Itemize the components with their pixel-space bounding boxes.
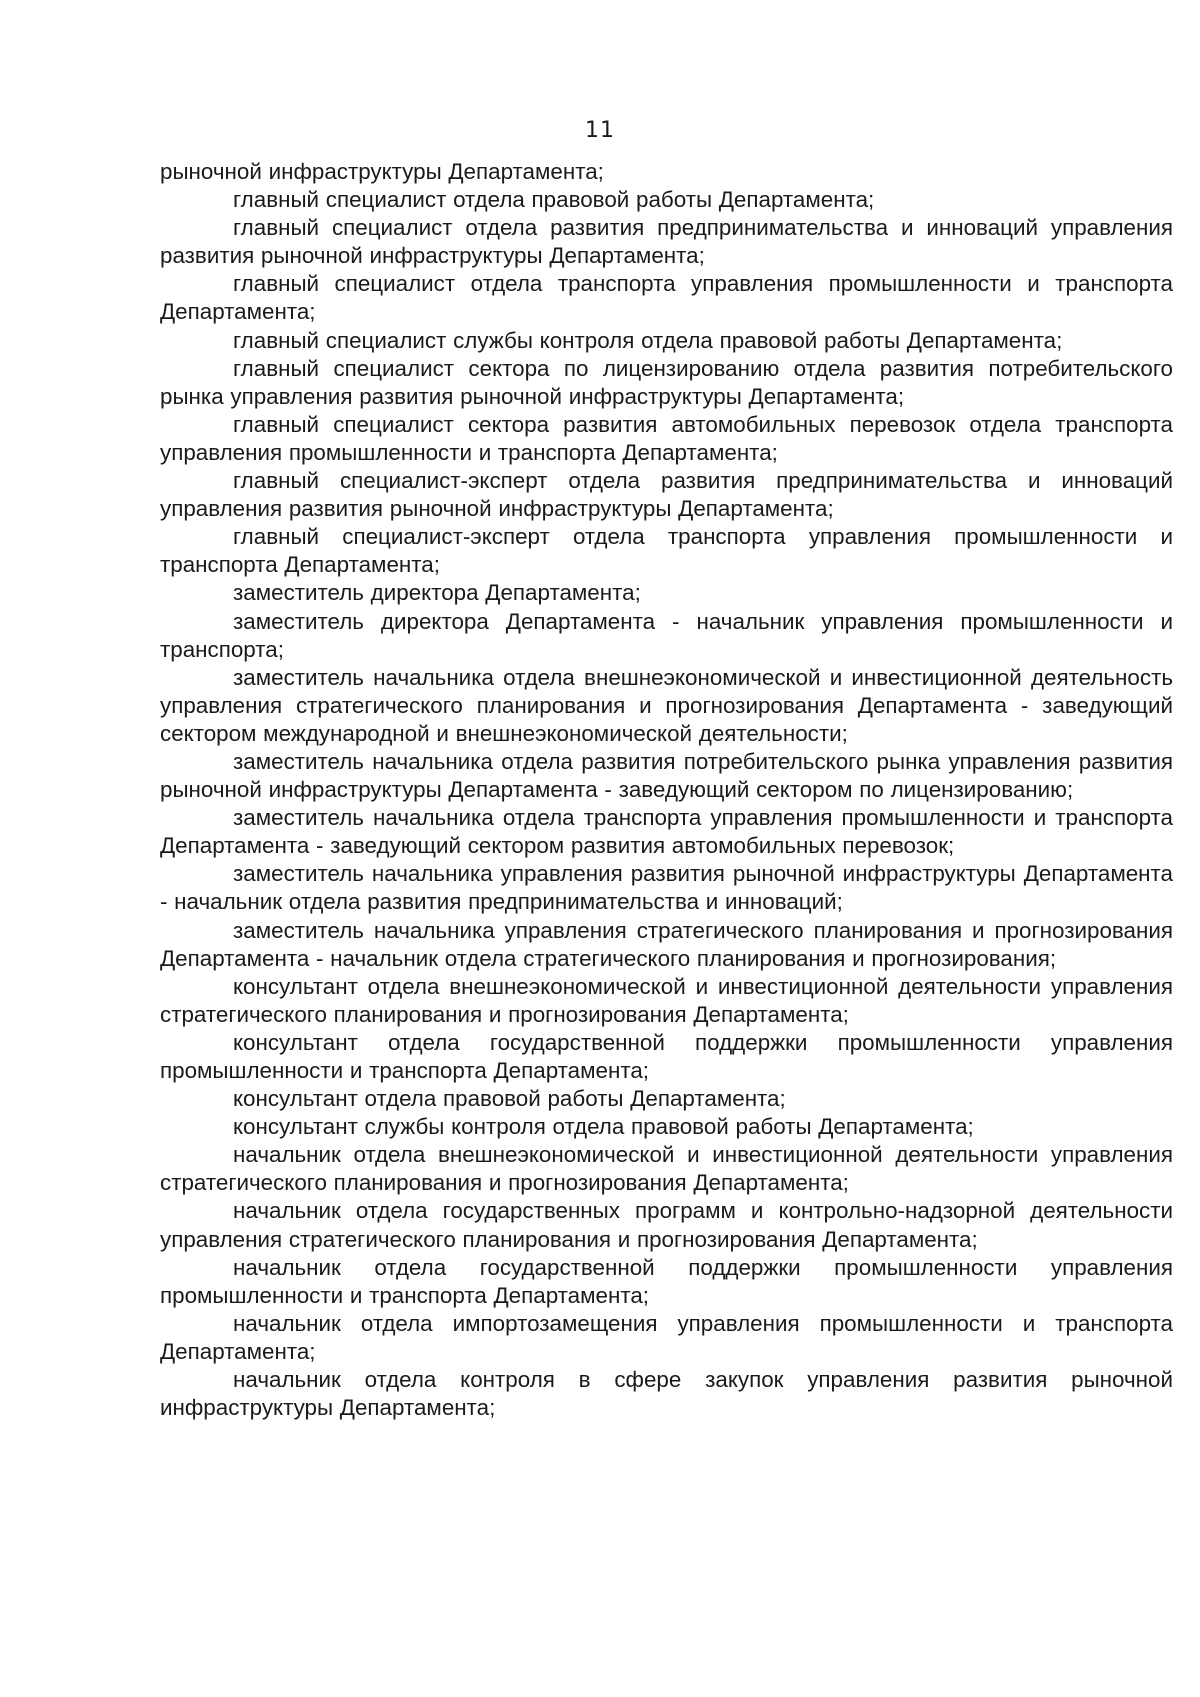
paragraph: главный специалист отдела развития предпринимательства и инноваций управления развития рыночной инфраструктуры Департамента; <box>160 215 1173 269</box>
paragraph: начальник отдела внешнеэкономической и инвестиционной деятельности управления стратегического планирования и прогнозирования Департамента; <box>160 1142 1173 1196</box>
paragraph: консультант службы контроля отдела правовой работы Департамента; <box>233 1114 974 1140</box>
paragraph: главный специалист отдела транспорта управления промышленности и транспорта Департамента; <box>160 271 1173 325</box>
paragraph: заместитель начальника отдела развития потребительского рынка управления развития рыночной инфраструктуры Департамента - заведующий сектором по лицензированию; <box>160 748 1173 803</box>
paragraph: начальник отдела государственных программ и контрольно-надзорной деятельности управления стратегического планирования и прогнозирования Департамента; <box>160 1198 1173 1252</box>
paragraph: заместитель начальника управления стратегического планирования и прогнозирования Департамента - начальник отдела стратегического планирования и прогнозирования; <box>160 917 1173 971</box>
paragraph: главный специалист отдела правовой работы Департамента; <box>233 187 875 213</box>
paragraph: заместитель начальника отдела внешнеэкономической и инвестиционной деятельность управления стратегического планирования и прогнозирования Департамента - заведующий сектором международной и внешнеэкономической деятельности; <box>160 664 1173 746</box>
paragraph: начальник отдела государственной поддержки промышленности управления промышленности и транспорта Департамента; <box>160 1254 1173 1308</box>
paragraph: главный специалист службы контроля отдела правовой работы Департамента; <box>233 327 1063 353</box>
paragraph: заместитель начальника управления развития рыночной инфраструктуры Департамента - начальник отдела развития предпринимательства и инноваций; <box>160 861 1173 915</box>
paragraph: начальник отдела импортозамещения управления промышленности и транспорта Департамента; <box>160 1310 1173 1364</box>
paragraph: главный специалист-эксперт отдела развития предпринимательства и инноваций управления развития рыночной инфраструктуры Департамента; <box>160 468 1173 522</box>
paragraph: рыночной инфраструктуры Департамента; <box>160 159 604 184</box>
paragraph: заместитель директора Департамента; <box>233 580 641 606</box>
page-number: 11 <box>585 118 615 143</box>
paragraph: консультант отдела правовой работы Департамента; <box>233 1086 786 1112</box>
document-body <box>160 158 1173 1422</box>
paragraph: консультант отдела государственной поддержки промышленности управления промышленности и транспорта Департамента; <box>160 1029 1173 1083</box>
paragraph: главный специалист сектора развития автомобильных перевозок отдела транспорта управления промышленности и транспорта Департамента; <box>160 411 1173 465</box>
paragraph: заместитель начальника отдела транспорта управления промышленности и транспорта Департамента - заведующий сектором развития автомобильных перевозок; <box>160 805 1173 859</box>
paragraph: главный специалист-эксперт отдела транспорта управления промышленности и транспорта Департамента; <box>160 524 1173 578</box>
paragraph: главный специалист сектора по лицензированию отдела развития потребительского рынка управления развития рыночной инфраструктуры Департамента; <box>160 355 1173 409</box>
paragraph: начальник отдела контроля в сфере закупок управления развития рыночной инфраструктуры Департамента; <box>160 1367 1173 1421</box>
paragraph: заместитель директора Департамента - начальник управления промышленности и транспорта; <box>160 608 1173 662</box>
paragraph: консультант отдела внешнеэкономической и инвестиционной деятельности управления стратегического планирования и прогнозирования Департамента; <box>160 973 1173 1027</box>
